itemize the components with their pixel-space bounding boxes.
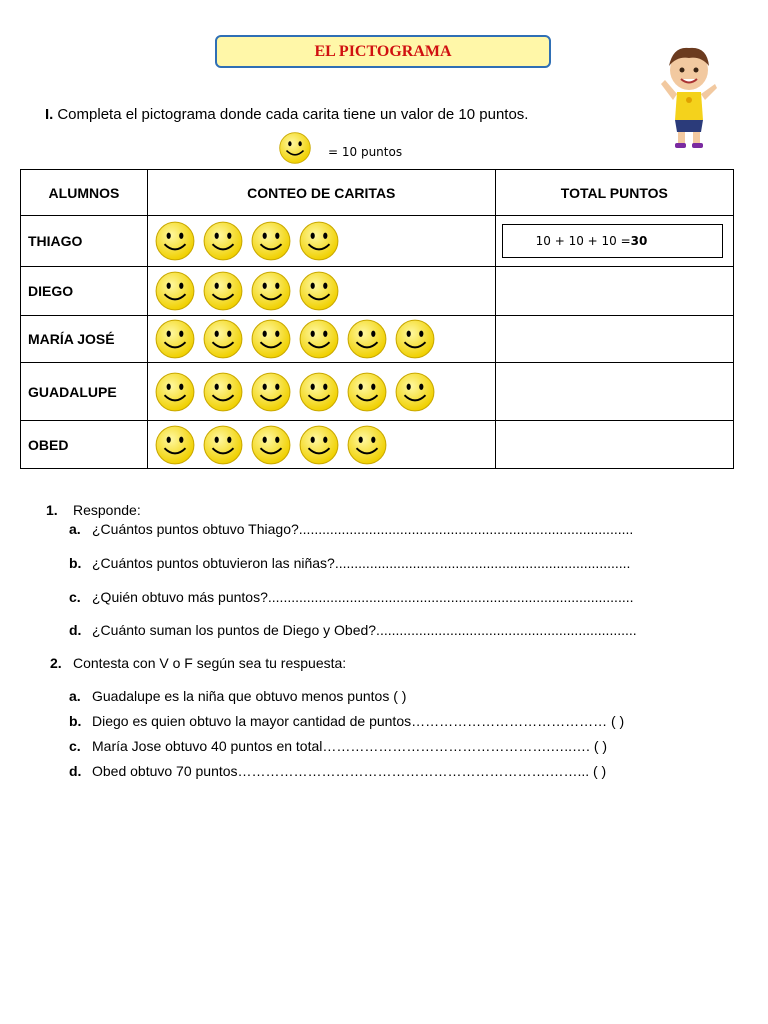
smiley-face-icon	[154, 318, 196, 360]
header-total: TOTAL PUNTOS	[495, 170, 733, 216]
question-item	[69, 555, 630, 571]
question-text: ¿Cuántos puntos obtuvo Thiago?......................................................................................	[92, 521, 634, 537]
legend	[278, 131, 402, 165]
smiley-face-icon	[298, 270, 340, 312]
question-item	[69, 589, 634, 605]
header-conteo: CONTEO DE CARITAS	[147, 170, 495, 216]
faces-row	[148, 371, 495, 413]
section1-heading	[46, 502, 141, 518]
smiley-face-icon	[154, 424, 196, 466]
statement-item	[69, 713, 624, 729]
smiley-face-icon	[202, 371, 244, 413]
instruction-number: I.	[45, 106, 54, 123]
statement-item	[69, 738, 607, 754]
smiley-face-icon	[298, 318, 340, 360]
smiley-face-icon	[298, 424, 340, 466]
section2-title: Contesta con V o F según sea tu respuesta:	[73, 655, 347, 671]
statement-letter: c.	[69, 738, 81, 754]
student-name: DIEGO	[21, 267, 148, 316]
smiley-face-icon	[250, 371, 292, 413]
question-item	[69, 622, 637, 638]
faces-cell	[147, 216, 495, 267]
question-text: ¿Cuánto suman los puntos de Diego y Obed?...................................................................	[92, 622, 637, 638]
statement-text: Obed obtuvo 70 puntos………………………………………………………….……... ( )	[92, 763, 607, 779]
question-text: ¿Quién obtuvo más puntos?..............................................................................................	[92, 589, 634, 605]
total-answer-box[interactable]	[502, 224, 723, 258]
table-row	[21, 421, 734, 469]
total-cell[interactable]	[495, 267, 733, 316]
question-text: ¿Cuántos puntos obtuvieron las niñas?............................................................................	[92, 555, 631, 571]
section1-number: 1.	[46, 502, 58, 518]
faces-row	[148, 270, 495, 312]
table-row	[21, 267, 734, 316]
faces-cell	[147, 267, 495, 316]
faces-row	[148, 220, 495, 262]
total-value: 30	[630, 234, 648, 248]
student-name: GUADALUPE	[21, 363, 148, 421]
smiley-face-icon	[278, 131, 312, 165]
smiley-face-icon	[298, 220, 340, 262]
faces-cell	[147, 421, 495, 469]
smiley-face-icon	[154, 371, 196, 413]
faces-cell	[147, 363, 495, 421]
smiley-face-icon	[250, 424, 292, 466]
section2-heading	[50, 655, 346, 671]
smiley-face-icon	[394, 371, 436, 413]
statement-letter: d.	[69, 763, 82, 779]
student-name: OBED	[21, 421, 148, 469]
total-cell[interactable]	[495, 363, 733, 421]
question-letter: a.	[69, 521, 81, 537]
faces-row	[148, 318, 495, 360]
page-title: EL PICTOGRAMA	[314, 42, 452, 60]
question-item	[69, 521, 633, 537]
smiley-face-icon	[202, 270, 244, 312]
smiley-face-icon	[346, 424, 388, 466]
statement-text: María Jose obtuvo 40 puntos en total………………………………………….…..…. ( )	[92, 738, 608, 754]
statement-item	[69, 763, 606, 779]
smiley-face-icon	[154, 270, 196, 312]
title-box	[215, 35, 551, 68]
smiley-face-icon	[250, 270, 292, 312]
pictogram-table	[20, 169, 734, 469]
table-row	[21, 316, 734, 363]
table-row	[21, 363, 734, 421]
legend-text: = 10 puntos	[328, 145, 403, 159]
smiley-face-icon	[346, 318, 388, 360]
question-letter: d.	[69, 622, 82, 638]
total-cell[interactable]	[495, 316, 733, 363]
faces-cell	[147, 316, 495, 363]
statement-item	[69, 688, 406, 704]
statement-text: Diego es quien obtuvo la mayor cantidad de puntos…………………………………… ( )	[92, 713, 625, 729]
table-row	[21, 216, 734, 267]
smiley-face-icon	[250, 220, 292, 262]
smiley-face-icon	[202, 318, 244, 360]
statement-letter: b.	[69, 713, 82, 729]
section1-title: Responde:	[73, 502, 141, 518]
smiley-face-icon	[298, 371, 340, 413]
smiley-face-icon	[250, 318, 292, 360]
total-cell[interactable]	[495, 421, 733, 469]
smiley-face-icon	[202, 220, 244, 262]
student-name: MARÍA JOSÉ	[21, 316, 148, 363]
statement-text: Guadalupe es la niña que obtuvo menos puntos ( )	[92, 688, 407, 704]
section2-number: 2.	[50, 655, 62, 671]
total-expression: 10 + 10 + 10 =	[535, 234, 631, 248]
smiley-face-icon	[394, 318, 436, 360]
instruction-text: Completa el pictograma donde cada carita tiene un valor de 10 puntos.	[57, 106, 529, 123]
instruction	[45, 106, 528, 123]
smiley-face-icon	[346, 371, 388, 413]
total-cell	[495, 216, 733, 267]
student-name: THIAGO	[21, 216, 148, 267]
header-alumnos: ALUMNOS	[21, 170, 148, 216]
faces-row	[148, 424, 495, 466]
boy-illustration-icon	[655, 40, 723, 150]
statement-letter: a.	[69, 688, 81, 704]
question-letter: c.	[69, 589, 81, 605]
table-header-row	[21, 170, 734, 216]
smiley-face-icon	[154, 220, 196, 262]
smiley-face-icon	[202, 424, 244, 466]
question-letter: b.	[69, 555, 82, 571]
